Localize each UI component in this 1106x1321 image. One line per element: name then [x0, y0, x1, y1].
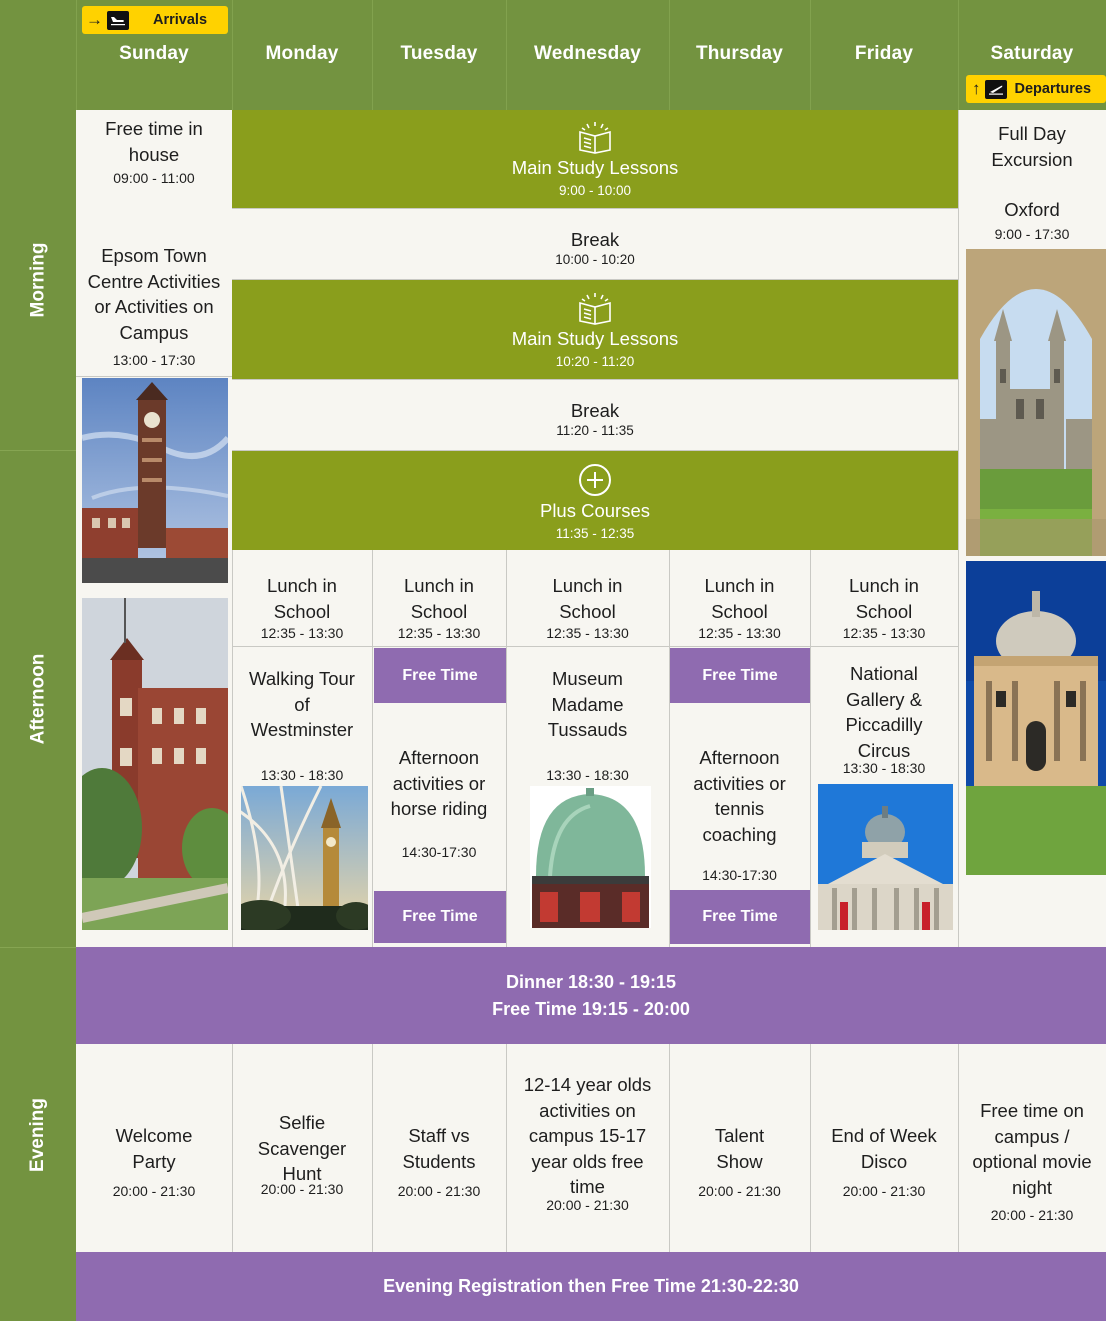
evening-monday	[232, 1110, 372, 1198]
evening-thursday	[669, 1123, 810, 1200]
lunch-time: 12:35 - 13:30	[842, 625, 926, 641]
day-header-friday: Friday	[854, 43, 914, 64]
lunch-time: 12:35 - 13:30	[260, 625, 344, 641]
arrow-up-icon: ↑	[972, 79, 981, 98]
lunch-title: Lunch in School	[849, 575, 919, 622]
lunch-time: 12:35 - 13:30	[546, 625, 629, 641]
day-header-tuesday: Tuesday	[400, 43, 478, 64]
main-study-lessons-1	[232, 110, 958, 208]
sunday-epsom-time: 13:00 - 17:30	[112, 352, 196, 368]
national-gallery-photo	[818, 784, 953, 930]
book-icon	[576, 120, 614, 154]
evening-wednesday	[506, 1072, 669, 1214]
evening-registration-text: Evening Registration then Free Time 21:30-22:30	[383, 1276, 799, 1296]
friday-afternoon-time: 13:30 - 18:30	[842, 760, 926, 776]
departures-label: Departures	[1014, 81, 1092, 97]
tuesday-free-time-bottom: Free Time	[374, 891, 506, 943]
evening-monday-time: 20:00 - 21:30	[260, 1180, 344, 1197]
lunch-thursday	[669, 573, 810, 642]
sunday-free-time-title: Free time in house	[105, 118, 203, 165]
sunday-epsom	[76, 243, 232, 369]
evening-thursday-title: Talent Show	[714, 1125, 765, 1172]
evening-tuesday	[372, 1123, 506, 1200]
evening-sunday	[76, 1123, 232, 1200]
day-header-thursday: Thursday	[695, 43, 784, 64]
epsom-clock-tower-photo	[82, 378, 228, 583]
evening-monday-title: Selfie Scavenger Hunt	[257, 1112, 347, 1184]
evening-sunday-title: Welcome Party	[115, 1125, 193, 1172]
evening-wednesday-time: 20:00 - 21:30	[546, 1196, 629, 1213]
evening-tuesday-time: 20:00 - 21:30	[397, 1183, 481, 1199]
evening-thursday-time: 20:00 - 21:30	[698, 1183, 781, 1199]
free-time-line: Free Time 19:15 - 20:00	[492, 998, 690, 1019]
wednesday-afternoon-time: 13:30 - 18:30	[546, 766, 629, 783]
friday-national-gallery	[810, 661, 958, 777]
break2-title: Break	[570, 400, 620, 421]
friday-afternoon-title: National Gallery & Piccadilly Circus	[845, 663, 923, 761]
monday-afternoon-time: 13:30 - 18:30	[260, 766, 344, 783]
section-afternoon: Afternoon	[27, 653, 49, 745]
break-2	[232, 379, 958, 451]
evening-friday-title: End of Week Disco	[831, 1125, 937, 1172]
lesson2-time: 10:20 - 11:20	[555, 353, 635, 369]
evening-saturday-time: 20:00 - 21:30	[990, 1207, 1074, 1223]
thursday-free-time-bottom: Free Time	[670, 890, 810, 944]
evening-tuesday-title: Staff vs Students	[402, 1125, 476, 1172]
monday-afternoon-title: Walking Tour of Westminster	[249, 668, 355, 740]
break1-time: 10:00 - 10:20	[555, 252, 635, 267]
evening-sunday-time: 20:00 - 21:30	[112, 1183, 196, 1199]
arrow-right-icon: →	[86, 10, 103, 29]
day-header-saturday: Saturday	[990, 43, 1074, 64]
lesson2-title: Main Study Lessons	[511, 327, 679, 349]
lesson1-time: 9:00 - 10:00	[558, 183, 632, 198]
plane-landing-icon	[107, 11, 129, 30]
sunday-free-time	[76, 116, 232, 187]
madame-tussauds-photo	[530, 786, 651, 928]
tuesday-afternoon-title: Afternoon activities or horse riding	[390, 747, 488, 819]
departures-tag	[966, 75, 1106, 103]
dinner-band	[76, 947, 1106, 1044]
campus-building-photo	[82, 598, 228, 930]
oxford-all-souls-photo	[966, 249, 1106, 556]
tuesday-afternoon-activities	[372, 745, 506, 861]
dinner-line: Dinner 18:30 - 19:15	[505, 971, 677, 992]
thursday-free-time-top: Free Time	[670, 648, 810, 703]
monday-walking-tour	[232, 666, 372, 784]
section-morning: Morning	[27, 242, 48, 318]
lunch-title: Lunch in School	[404, 575, 474, 622]
plus-courses	[232, 451, 958, 550]
break2-time: 11:20 - 11:35	[556, 423, 634, 438]
main-study-lessons-2	[232, 280, 958, 379]
lunch-tuesday	[372, 573, 506, 642]
sunday-epsom-title: Epsom Town Centre Activities or Activities on Campus	[87, 245, 221, 343]
plane-departure-icon	[985, 80, 1007, 99]
day-header-sunday: Sunday	[119, 43, 189, 64]
radcliffe-camera-photo	[966, 561, 1106, 875]
arrivals-label: Arrivals	[153, 12, 208, 28]
lunch-friday	[810, 573, 958, 642]
thursday-afternoon-time: 14:30-17:30	[702, 867, 777, 883]
tuesday-free-time-top: Free Time	[374, 648, 506, 703]
lunch-title: Lunch in School	[552, 575, 623, 622]
lunch-title: Lunch in School	[267, 575, 337, 622]
evening-friday	[810, 1123, 958, 1200]
wednesday-madame-tussauds	[506, 666, 669, 784]
saturday-excursion-place: Oxford	[1004, 199, 1060, 220]
plus-courses-title: Plus Courses	[539, 499, 650, 521]
break-1	[232, 208, 958, 280]
evening-friday-time: 20:00 - 21:30	[842, 1183, 926, 1199]
evening-wednesday-title: 12-14 year olds activities on campus 15-17 year olds free time	[523, 1074, 652, 1197]
saturday-excursion	[958, 121, 1106, 243]
book-icon	[576, 291, 614, 325]
lunch-monday	[232, 573, 372, 642]
day-header-monday: Monday	[265, 43, 339, 64]
lunch-time: 12:35 - 13:30	[698, 625, 781, 641]
plus-courses-time: 11:35 - 12:35	[555, 525, 635, 541]
lesson1-title: Main Study Lessons	[511, 157, 679, 178]
section-evening: Evening	[27, 1097, 48, 1172]
big-ben-photo	[241, 786, 368, 930]
plus-circle-icon	[578, 463, 612, 497]
thursday-afternoon-title: Afternoon activities or tennis coaching	[693, 747, 786, 845]
lunch-time: 12:35 - 13:30	[397, 625, 481, 641]
wednesday-afternoon-title: Museum Madame Tussauds	[547, 668, 628, 740]
evening-saturday	[958, 1098, 1106, 1224]
sunday-free-time-time: 09:00 - 11:00	[113, 170, 195, 186]
saturday-excursion-time: 9:00 - 17:30	[994, 225, 1070, 242]
lunch-wednesday	[506, 573, 669, 642]
arrivals-tag	[82, 6, 228, 34]
break1-title: Break	[570, 229, 620, 250]
saturday-excursion-title: Full Day Excursion	[991, 123, 1073, 170]
thursday-afternoon-activities	[669, 745, 810, 884]
evening-registration-band	[76, 1252, 1106, 1321]
lunch-title: Lunch in School	[704, 575, 775, 622]
evening-saturday-title: Free time on campus / optional movie night	[972, 1100, 1092, 1198]
tuesday-afternoon-time: 14:30-17:30	[401, 843, 477, 860]
day-header-wednesday: Wednesday	[533, 43, 642, 64]
